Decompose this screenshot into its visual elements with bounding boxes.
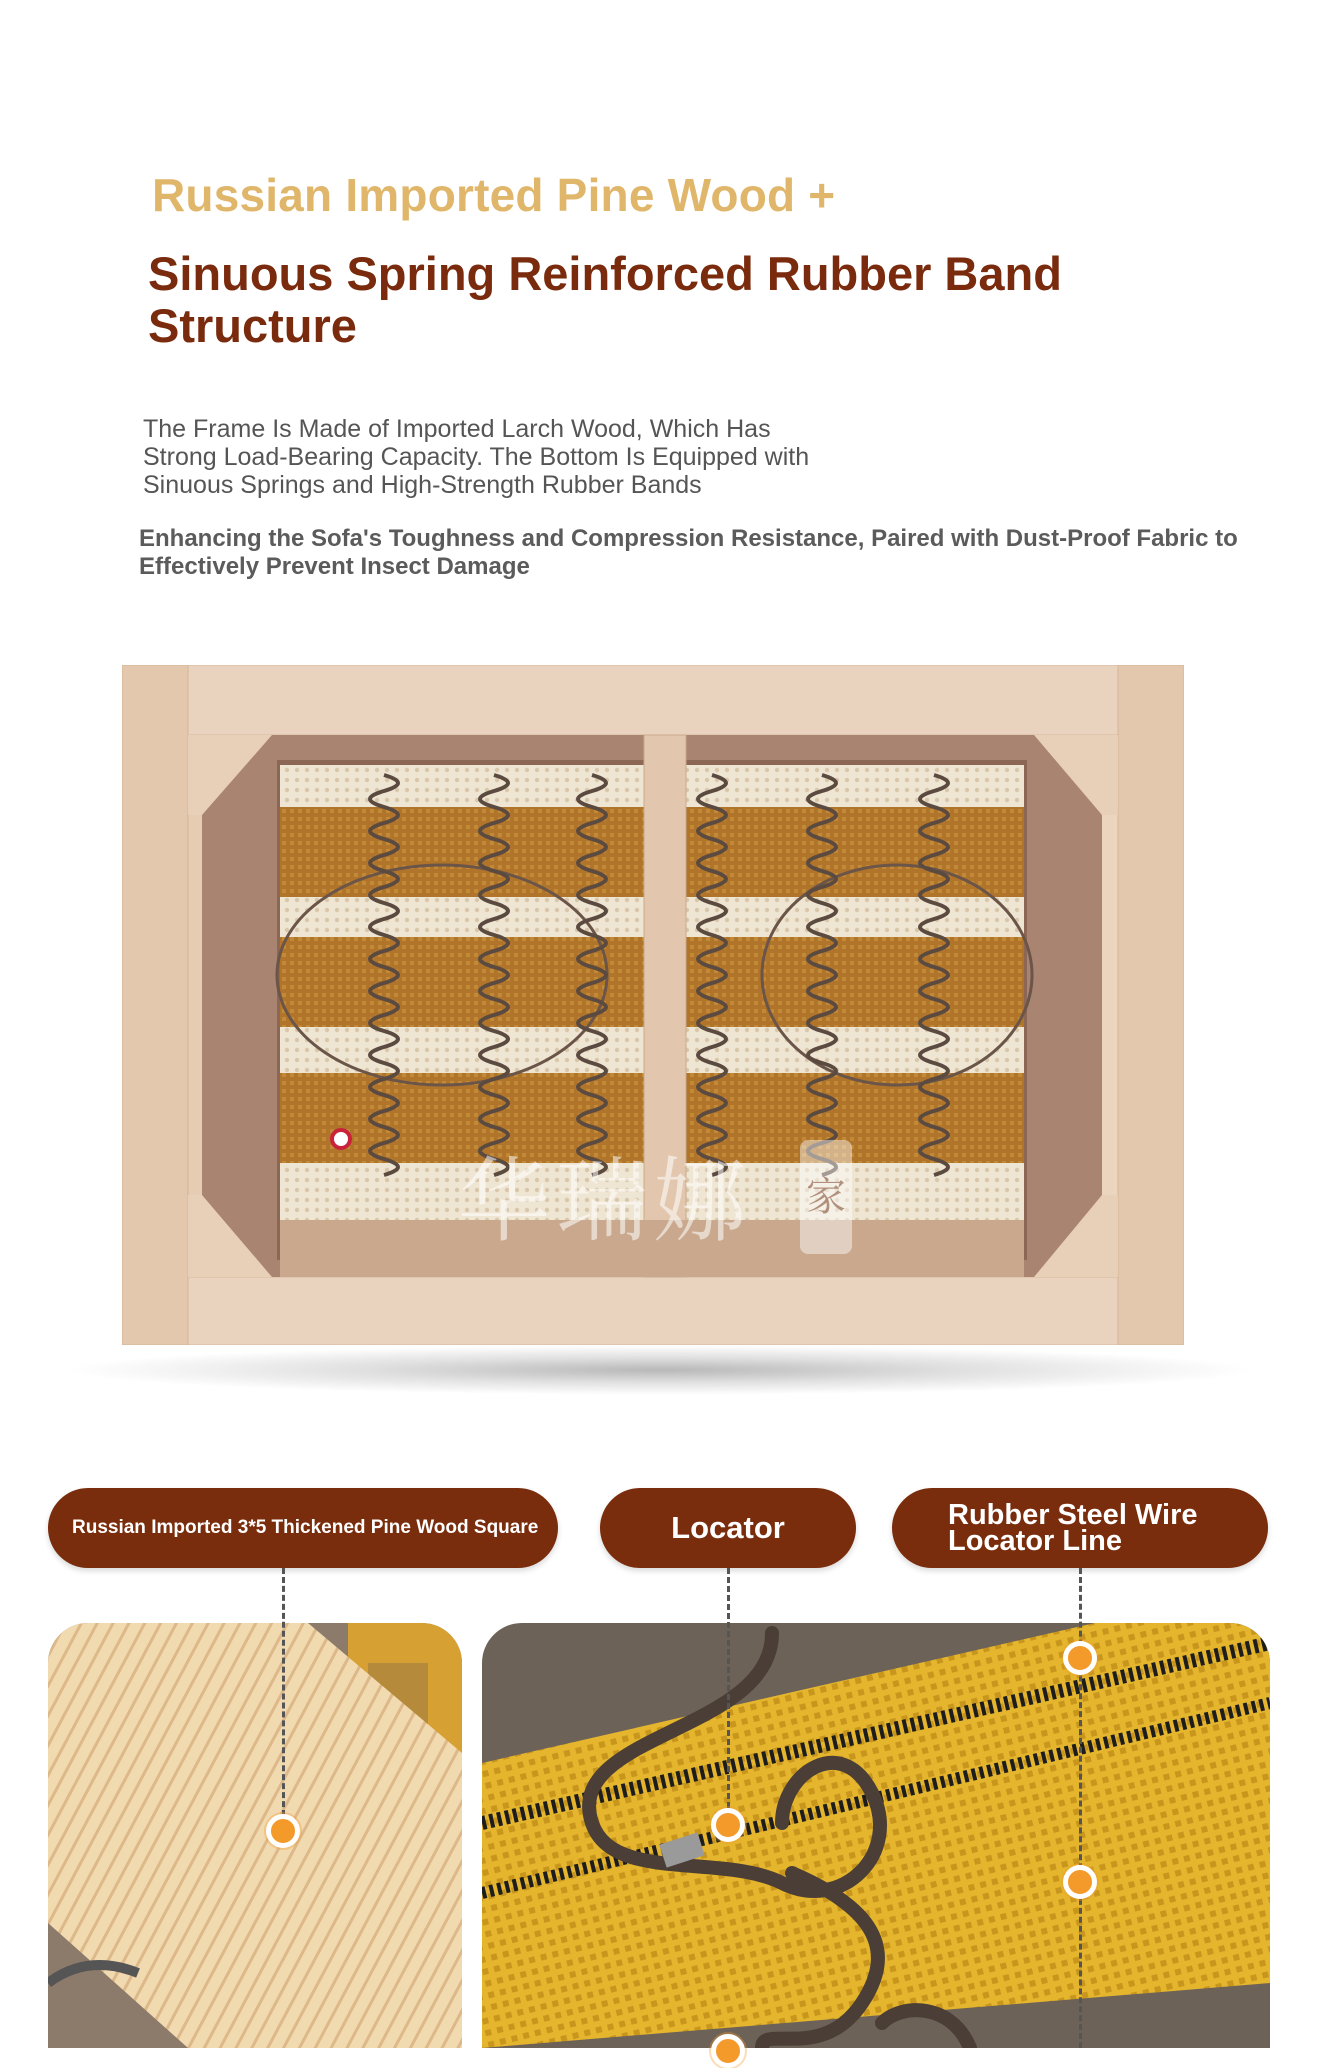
marker-rubber-line-top — [1063, 1641, 1097, 1675]
leader-line-rubber — [1079, 1568, 1082, 2048]
description-paragraph-1: The Frame Is Made of Imported Larch Wood, Which Has Strong Load-Bearing Capacity. The Bottom Is Equipped with Sinuous Springs and High-Strength Rubber Bands — [143, 415, 810, 499]
headline-line-1: Russian Imported Pine Wood + — [152, 169, 836, 221]
spring-and-rubber-band-image — [482, 1623, 1270, 2048]
brand-seal: 家 — [800, 1140, 852, 1254]
red-point-marker — [330, 1128, 352, 1150]
pine-wood-closeup-image — [48, 1623, 462, 2048]
leader-line-locator — [727, 1568, 730, 1808]
leader-line-wood — [282, 1568, 285, 1825]
label-pine-wood-square: Russian Imported 3*5 Thickened Pine Wood Square — [48, 1488, 558, 1568]
label-rubber-steel-wire-locator-line: Rubber Steel Wire Locator Line — [892, 1488, 1268, 1568]
marker-spring-bottom — [711, 2034, 745, 2068]
brand-watermark: 华瑞娜 — [458, 1148, 753, 1255]
marker-locator — [711, 1808, 745, 1842]
frame-shadow — [60, 1345, 1260, 1395]
label-locator: Locator — [600, 1488, 856, 1568]
marker-rubber-line-bottom — [1063, 1865, 1097, 1899]
marker-wood — [266, 1814, 300, 1848]
headline-line-2: Sinuous Spring Reinforced Rubber Band Structure — [148, 247, 1062, 352]
description-paragraph-2: Enhancing the Sofa's Toughness and Compression Resistance, Paired with Dust-Proof Fabric to Effectively Prevent Insect Damage — [139, 525, 1238, 580]
